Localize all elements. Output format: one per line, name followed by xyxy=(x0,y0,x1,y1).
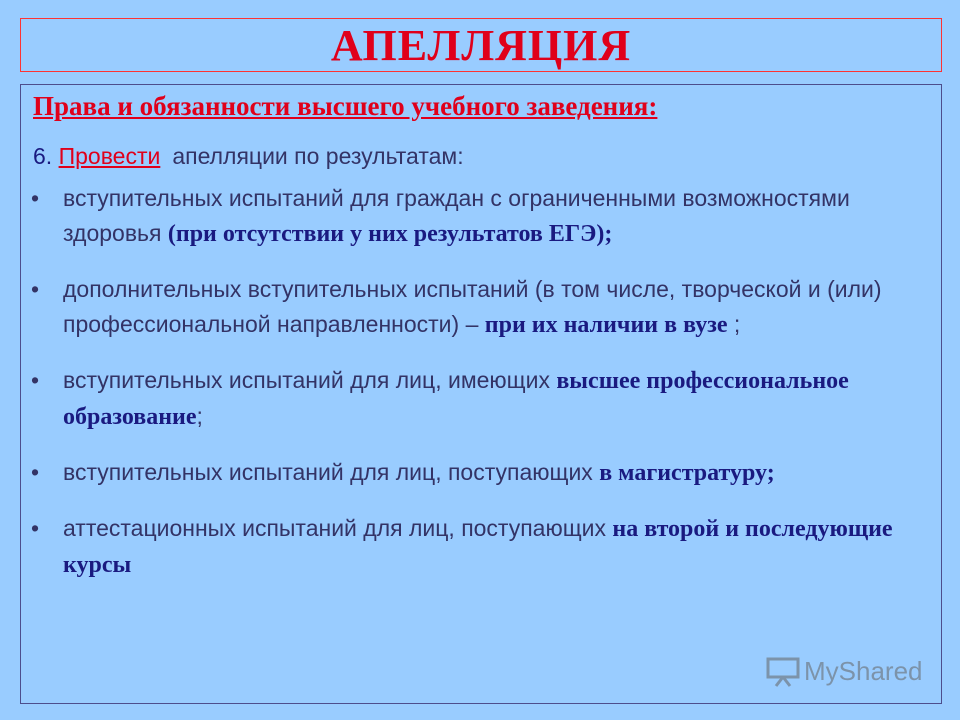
content-box xyxy=(20,84,942,704)
item-bold: на второй и последующие курсы xyxy=(63,516,893,578)
item-tail: ; xyxy=(727,311,741,337)
list-item xyxy=(21,455,931,491)
item-text: аттестационных испытаний для лиц, поступающих xyxy=(63,515,613,541)
item-text: вступительных испытаний для лиц, имеющих xyxy=(63,367,557,393)
item-tail: ; xyxy=(196,403,203,429)
title-box xyxy=(20,18,942,72)
list-item xyxy=(21,272,931,343)
section-heading: Права и обязанности высшего учебного заведения: xyxy=(33,91,658,121)
bullet-list xyxy=(21,181,931,603)
point-verb: Провести xyxy=(58,143,161,169)
item-text: вступительных испытаний для лиц, поступающих xyxy=(63,459,600,485)
slide-title: АПЕЛЛЯЦИЯ xyxy=(330,20,632,70)
item-bold: в магистратуру; xyxy=(599,460,775,486)
bullet-marker: • xyxy=(31,276,40,302)
item-bold: при их наличии в вузе xyxy=(484,312,728,338)
point-line xyxy=(33,143,464,170)
item-text: дополнительных вступительных испытаний (в том числе, творческой и (или) профессиональной направленности) – xyxy=(63,276,882,337)
list-item xyxy=(21,181,931,252)
item-bold: (при отсутствии у них результатов ЕГЭ); xyxy=(167,221,613,247)
point-rest: апелляции по результатам: xyxy=(172,143,464,169)
watermark-text: MyShared xyxy=(804,656,923,686)
bullet-marker: • xyxy=(31,185,40,211)
bullet-marker: • xyxy=(31,515,40,541)
item-bold: высшее профессиональное образование xyxy=(63,368,849,430)
bullet-marker: • xyxy=(31,459,40,485)
list-item xyxy=(21,511,931,583)
presentation-icon xyxy=(766,657,800,687)
item-text: вступительных испытаний для граждан с ограниченными возможностями здоровья xyxy=(63,185,850,246)
bullet-marker: • xyxy=(31,367,40,393)
watermark-logo xyxy=(766,656,923,687)
list-item xyxy=(21,363,931,435)
point-number: 6. xyxy=(33,143,53,169)
